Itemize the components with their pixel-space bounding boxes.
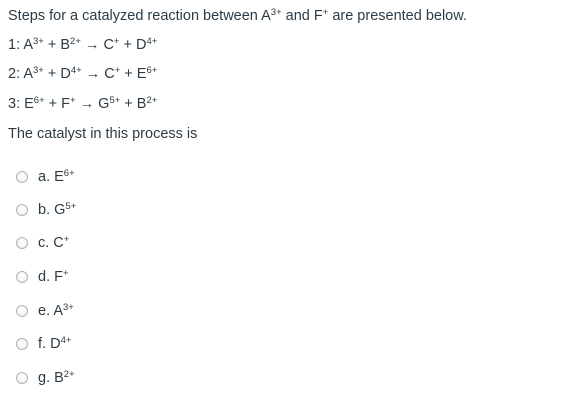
reaction-text: + D — [119, 37, 147, 53]
charge-superscript: 2+ — [146, 94, 158, 106]
reaction-text: + B — [43, 37, 71, 53]
intro-sup-f: + — [322, 6, 329, 18]
reaction-text: 1: A — [8, 37, 33, 53]
reaction-text: → G — [75, 96, 110, 112]
answer-label: b. $G^{5+}$ — [38, 200, 77, 218]
reaction-text: + F — [44, 96, 71, 112]
radio-button[interactable] — [16, 204, 28, 216]
intro-end: are presented below. — [328, 8, 467, 24]
charge-superscript: + — [113, 35, 120, 47]
charge-superscript: 2+ — [70, 35, 81, 47]
reaction-step-1 — [8, 35, 157, 55]
charge-superscript: 5+ — [109, 94, 121, 106]
answer-option-d[interactable] — [16, 264, 69, 290]
charge-superscript: 3+ — [33, 35, 44, 47]
intro-mid: and F — [281, 8, 323, 24]
charge-superscript: 4+ — [146, 35, 158, 47]
radio-button[interactable] — [16, 271, 28, 283]
reaction-text: → C — [81, 66, 115, 82]
answer-option-a[interactable] — [16, 164, 75, 190]
question-intro — [8, 6, 467, 26]
reaction-text: 3: E — [8, 96, 34, 112]
reaction-step-2 — [8, 64, 157, 84]
radio-button[interactable] — [16, 372, 28, 384]
answer-label: d. F+ — [38, 267, 69, 285]
charge-superscript: 6+ — [146, 64, 158, 76]
answer-label: e. $A^{3+}$ — [38, 301, 74, 319]
radio-button[interactable] — [16, 237, 28, 249]
radio-button[interactable] — [16, 305, 28, 317]
answer-label: c. C+ — [38, 233, 70, 251]
answer-label: a. $E^{6+}$ — [38, 167, 75, 185]
answer-option-e[interactable] — [16, 298, 74, 324]
answer-label: g. $B^{2+}$ — [38, 368, 75, 386]
answer-option-b[interactable] — [16, 197, 76, 223]
question-prompt: The catalyst in this process is — [8, 126, 198, 142]
answer-option-g[interactable] — [16, 365, 75, 391]
charge-superscript: 3+ — [33, 64, 44, 76]
radio-button[interactable] — [16, 338, 28, 350]
reaction-text: 2: A — [8, 66, 33, 82]
charge-superscript: + — [70, 94, 76, 106]
answer-label: f. $D^{4+}$ — [38, 334, 72, 352]
answer-option-f[interactable] — [16, 331, 71, 357]
reaction-step-3 — [8, 94, 157, 114]
reaction-text: + B — [120, 96, 147, 112]
intro-text: Steps for a catalyzed reaction between A — [8, 8, 271, 24]
radio-button[interactable] — [16, 171, 28, 183]
reaction-text: + D — [43, 66, 71, 82]
intro-sup-a: 3+ — [270, 6, 282, 18]
reaction-text: + E — [120, 66, 147, 82]
charge-superscript: + — [114, 64, 121, 76]
reaction-text: → C — [80, 37, 114, 53]
answer-option-c[interactable] — [16, 230, 69, 256]
charge-superscript: 6+ — [33, 94, 45, 106]
charge-superscript: 4+ — [70, 64, 82, 76]
